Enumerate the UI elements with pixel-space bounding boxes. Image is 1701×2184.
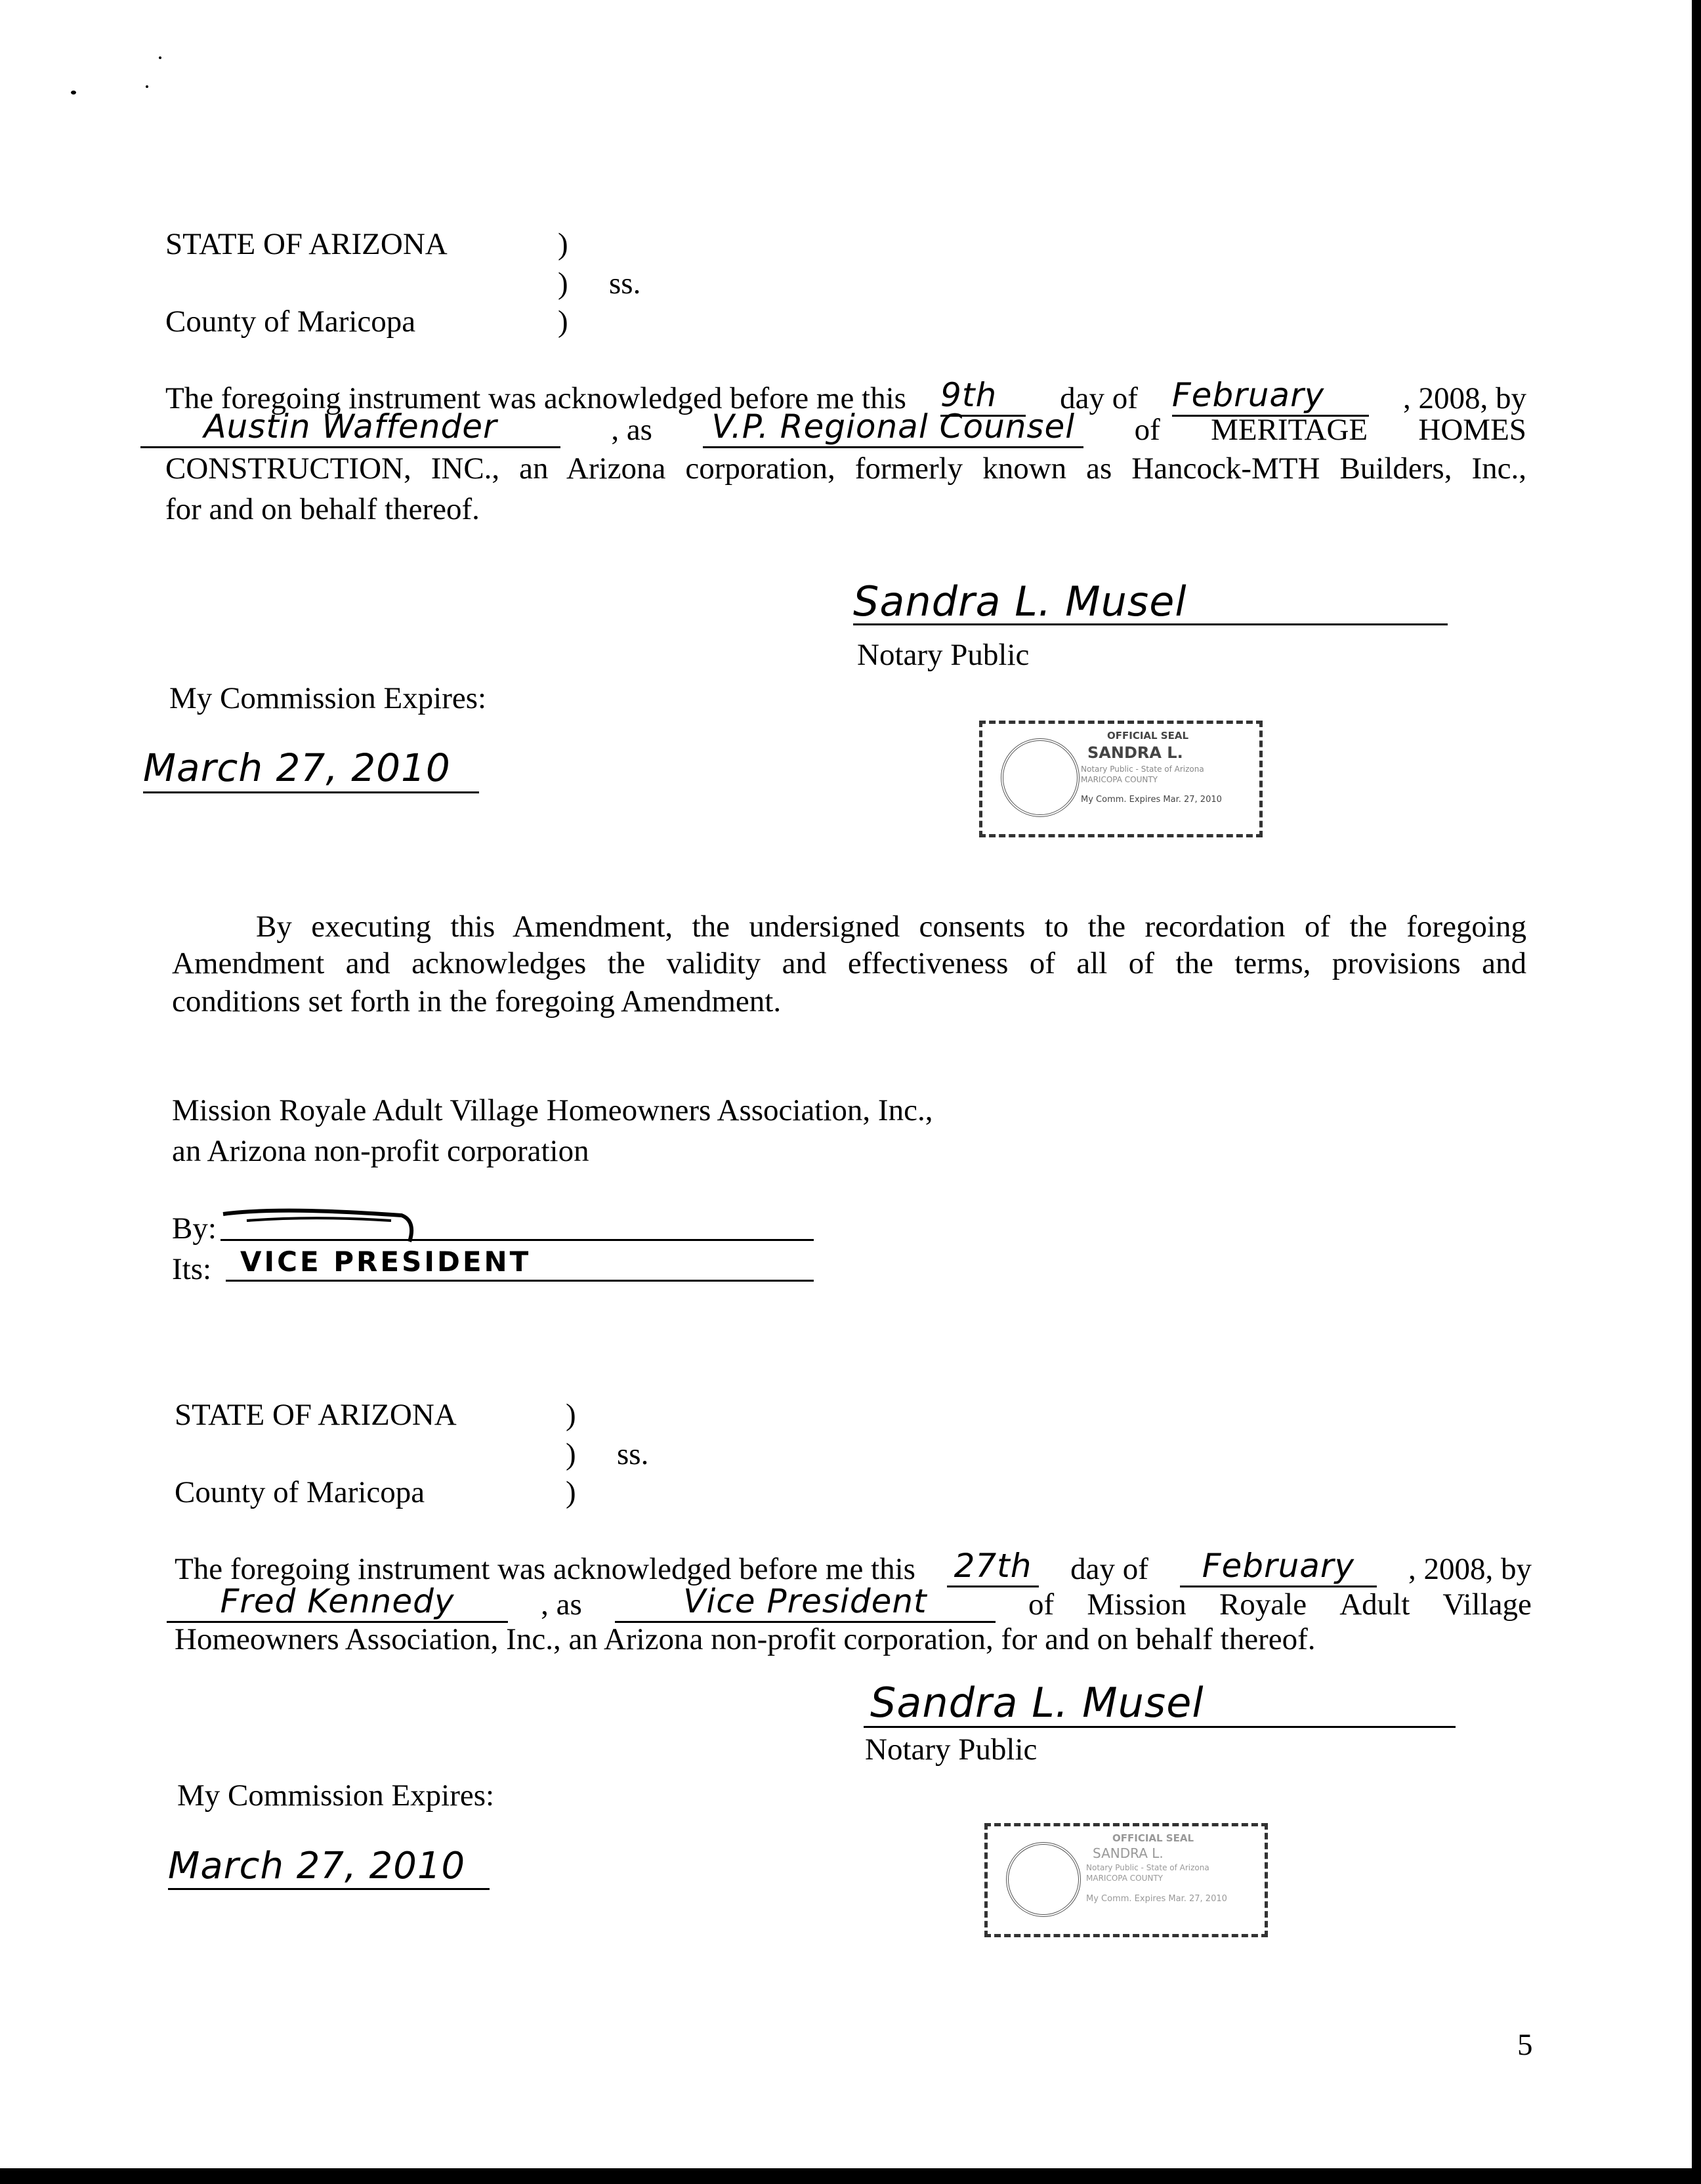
ack-text: day of — [1060, 381, 1138, 415]
state-label: STATE OF ARIZONA — [175, 1398, 457, 1432]
commission-date-handwritten: March 27, 2010 — [143, 746, 479, 793]
ack-text: The foregoing instrument was acknowledged before me this — [165, 381, 906, 415]
seal-text: Notary Public - State of Arizona — [1081, 764, 1204, 774]
acknowledgment-line-4: for and on behalf thereof. — [165, 492, 480, 526]
seal-text: MARICOPA COUNTY — [1081, 774, 1158, 784]
commission-date-handwritten: March 27, 2010 — [168, 1844, 490, 1890]
ss-label: ss. — [609, 266, 641, 301]
scan-speck — [159, 56, 161, 59]
commission-expires-label: My Commission Expires: — [177, 1778, 495, 1813]
its-title-handwritten: VICE PRESIDENT — [240, 1246, 532, 1278]
ack-text: , as — [611, 412, 652, 447]
seal-text: Notary Public - State of Arizona — [1086, 1863, 1209, 1873]
signer-title-handwritten: V.P. Regional Counsel — [703, 407, 1083, 448]
ack-text: , as — [541, 1587, 582, 1622]
notary-seal — [979, 721, 1263, 837]
ack-text: Royale — [1219, 1587, 1307, 1622]
acknowledgment-line-2 — [167, 1582, 1532, 1623]
notary-signature: Sandra L. Musel — [853, 578, 1187, 625]
consent-line-3: conditions set forth in the foregoing Amendment. — [172, 984, 782, 1018]
scan-speck — [146, 85, 148, 88]
page-number: 5 — [1517, 2028, 1533, 2062]
consent-line-2: Amendment and acknowledges the validity and effectiveness of all of the terms, provisions and — [172, 946, 1526, 980]
month-handwritten: February — [1172, 375, 1369, 417]
notary-seal — [984, 1823, 1268, 1937]
consent-line-1: By executing this Amendment, the undersigned consents to the recordation of the foregoing — [256, 910, 1526, 944]
bracket: ) — [558, 304, 568, 339]
by-label: By: — [172, 1211, 217, 1246]
its-title-line — [226, 1280, 814, 1282]
day-handwritten: 27th — [947, 1546, 1039, 1587]
signer-name-handwritten: Fred Kennedy — [167, 1582, 508, 1623]
month-handwritten: February — [1180, 1546, 1377, 1587]
state-seal-emblem — [1006, 1842, 1081, 1917]
signer-name-handwritten: Austin Waffender — [140, 407, 560, 448]
seal-text: My Comm. Expires Mar. 27, 2010 — [1081, 795, 1222, 805]
by-signature-scrawl — [220, 1205, 417, 1244]
county-label: County of Maricopa — [175, 1475, 425, 1509]
bracket: ) — [566, 1398, 576, 1432]
county-label: County of Maricopa — [165, 304, 416, 339]
ack-text: Mission — [1087, 1587, 1186, 1622]
ss-label: ss. — [617, 1437, 649, 1471]
ack-text: of — [1134, 412, 1160, 447]
seal-text: OFFICIAL SEAL — [1107, 730, 1189, 742]
ack-text: HOMES — [1418, 412, 1526, 447]
day-handwritten: 9th — [940, 375, 1026, 417]
scan-border-right — [1692, 0, 1701, 2184]
bracket: ) — [558, 227, 568, 261]
bracket: ) — [558, 266, 568, 301]
ack-text: , 2008, by — [1402, 381, 1526, 415]
seal-text: SANDRA L. — [1093, 1845, 1164, 1862]
association-name: Mission Royale Adult Village Homeowners Association, Inc., — [172, 1093, 933, 1127]
scan-speck — [71, 91, 76, 94]
bracket: ) — [566, 1437, 576, 1471]
seal-text: SANDRA L. — [1087, 744, 1183, 763]
ack-text: Village — [1442, 1587, 1532, 1622]
notary-public-label: Notary Public — [857, 638, 1030, 672]
notary-signature: Sandra L. Musel — [870, 1679, 1204, 1727]
ack-text: of — [1028, 1587, 1055, 1622]
seal-text: OFFICIAL SEAL — [1112, 1832, 1194, 1844]
seal-text: My Comm. Expires Mar. 27, 2010 — [1086, 1893, 1227, 1904]
ack-text: The foregoing instrument was acknowledged before me this — [175, 1551, 915, 1586]
ack-text: day of — [1070, 1551, 1148, 1586]
state-label: STATE OF ARIZONA — [165, 227, 448, 261]
state-seal-emblem — [1001, 738, 1080, 817]
its-label: Its: — [172, 1252, 212, 1286]
bracket: ) — [566, 1475, 576, 1509]
scan-border-bottom — [0, 2168, 1701, 2184]
acknowledgment-line-3: Homeowners Association, Inc., an Arizona non-profit corporation, for and on behalf thereof. — [175, 1622, 1316, 1656]
ack-text: MERITAGE — [1211, 412, 1368, 447]
commission-expires-label: My Commission Expires: — [169, 681, 487, 715]
acknowledgment-line-2 — [140, 407, 1526, 448]
signer-title-handwritten: Vice President — [615, 1582, 996, 1623]
ack-text: , 2008, by — [1408, 1551, 1532, 1586]
association-type: an Arizona non-profit corporation — [172, 1134, 589, 1168]
acknowledgment-line-3: CONSTRUCTION, INC., an Arizona corporation, formerly known as Hancock-MTH Builders, Inc., — [165, 452, 1526, 486]
ack-text: Adult — [1339, 1587, 1410, 1622]
seal-text: MARICOPA COUNTY — [1086, 1874, 1163, 1883]
notary-public-label: Notary Public — [865, 1732, 1038, 1767]
